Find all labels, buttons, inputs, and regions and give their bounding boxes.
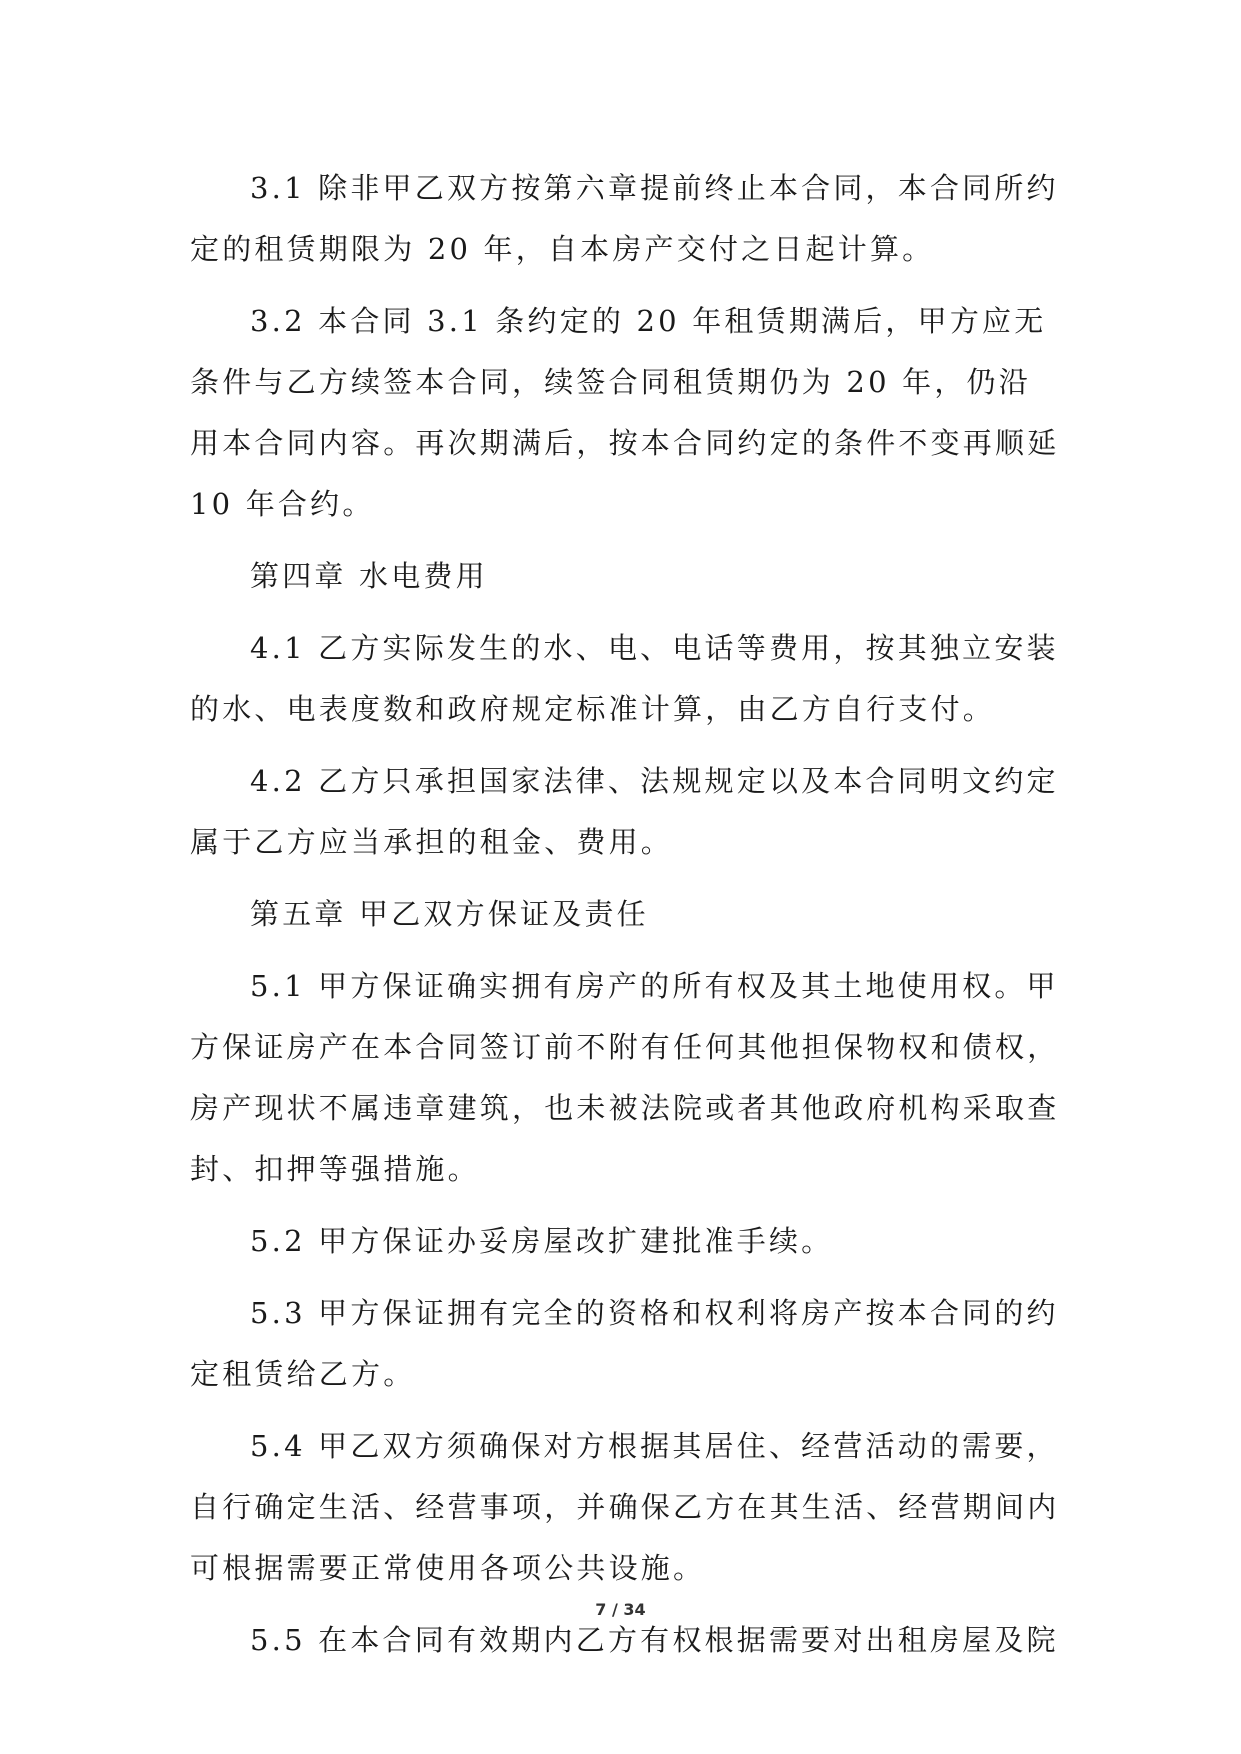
page-number: 7 / 34: [595, 1600, 646, 1619]
clause-5-3: 5.3 甲方保证拥有完全的资格和权利将房产按本合同的约定租赁给乙方。: [190, 1296, 1059, 1391]
clause-5-1: 5.1 甲方保证确实拥有房产的所有权及其土地使用权。甲方保证房产在本合同签订前不附有任何其他担保物权和债权，房产现状不属违章建筑，也未被法院或者其他政府机构采取查封、扣押等强措施。: [190, 969, 1060, 1186]
clause-5-4: 5.4 甲乙双方须确保对方根据其居住、经营活动的需要，自行确定生活、经营事项，并确保乙方在其生活、经营期间内可根据需要正常使用各项公共设施。: [190, 1429, 1060, 1585]
clause-5-2: 5.2 甲方保证办妥房屋改扩建批准手续。: [250, 1224, 834, 1258]
document-body: [190, 158, 1060, 1682]
chapter-5-heading: 第五章 甲乙双方保证及责任: [250, 897, 649, 931]
clause-3-2: 3.2 本合同 3.1 条约定的 20 年租赁期满后，甲方应无条件与乙方续签本合同，续签合同租赁期仍为 20 年，仍沿用本合同内容。再次期满后，按本合同约定的条件不变再顺延 10 年合约。: [190, 304, 1060, 521]
clause-4-2: 4.2 乙方只承担国家法律、法规规定以及本合同明文约定属于乙方应当承担的租金、费用。: [190, 764, 1059, 859]
clause-5-5: 5.5 在本合同有效期内乙方有权根据需要对出租房屋及院: [250, 1623, 1059, 1657]
clause-3-1: 3.1 除非甲乙双方按第六章提前终止本合同，本合同所约定的租赁期限为 20 年，自本房产交付之日起计算。: [190, 171, 1059, 266]
chapter-4-heading: 第四章 水电费用: [250, 559, 488, 593]
clause-4-1: 4.1 乙方实际发生的水、电、电话等费用，按其独立安装的水、电表度数和政府规定标准计算，由乙方自行支付。: [190, 631, 1059, 726]
